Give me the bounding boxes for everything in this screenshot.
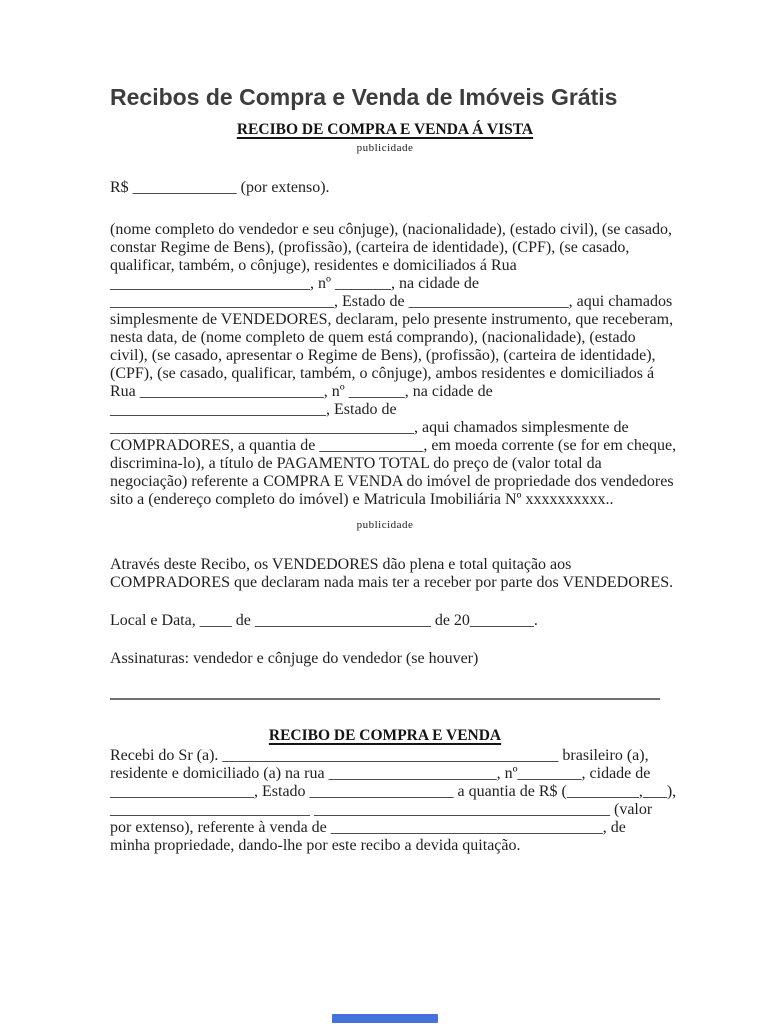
body-line: residente e domiciliado (a) na rua _____________________, nº________, cidade de [110, 765, 651, 782]
body-line: discrimina-lo), a título de PAGAMENTO TOTAL do preço de (valor total da [110, 455, 602, 472]
body-line: Recebi do Sr (a). __________________________________________ brasileiro (a), [110, 747, 649, 764]
body-line: minha propriedade, dando-lhe por este recibo a devida quitação. [110, 837, 521, 854]
body-line: _________________________ _____________________________________ (valor [110, 801, 653, 818]
body-line: civil), (se casado, apresentar o Regime de Bens), (profissão), (carteira de identidade), [110, 347, 656, 364]
vendedores-paragraph [110, 221, 677, 509]
body-line: Rua _______________________, nº _______, na cidade de [110, 383, 493, 400]
body-line: qualificar, também, o cônjuge), residentes e domiciliados á Rua [110, 257, 517, 274]
recebi-paragraph [110, 747, 677, 855]
body-line: ___________________________, Estado de [110, 401, 397, 418]
body-line: Através deste Recibo, os VENDEDORES dão plena e total quitação aos [110, 556, 572, 573]
section1-heading: RECIBO DE COMPRA E VENDA Á VISTA [236, 121, 534, 138]
section-divider [110, 698, 660, 700]
body-line: COMPRADORES, a quantia de _____________, em moeda corrente (se for em cheque, [110, 437, 677, 454]
body-line: ______________________________________, aqui chamados simplesmente de [110, 419, 629, 436]
body-line: simplesmente de VENDEDORES, declaram, pelo presente instrumento, que receberam, [110, 311, 674, 328]
date-line: Local e Data, ____ de ______________________ de 20________. [110, 612, 538, 629]
body-line: _________________________, nº _______, na cidade de [110, 275, 479, 292]
page-title: Recibos de Compra e Venda de Imóveis Grátis [110, 84, 618, 110]
body-line: sito a (endereço completo do imóvel) e Matricula Imobiliária Nº xxxxxxxxxx.. [110, 491, 614, 508]
publicidade-label: publicidade [356, 519, 414, 531]
amount-line: R$ _____________ (por extenso). [110, 179, 330, 196]
body-line: __________________, Estado __________________ a quantia de R$ (_________,___), [110, 783, 677, 800]
body-line: nesta data, de (nome completo de quem está comprando), (nacionalidade), (estado [110, 329, 636, 346]
signature-line: Assinaturas: vendedor e cônjuge do vendedor (se houver) [110, 650, 479, 667]
page-loading-bar [332, 1014, 438, 1023]
body-line: (CPF), (se casado, qualificar, também, o cônjuge), ambos residentes e domiciliados á [110, 365, 655, 382]
quitacao-paragraph [110, 556, 674, 592]
body-line: (nome completo do vendedor e seu cônjuge), (nacionalidade), (estado civil), (se casado, [110, 221, 673, 238]
section2-heading: RECIBO DE COMPRA E VENDA [268, 727, 502, 744]
body-line: ____________________________, Estado de ____________________, aqui chamados [110, 293, 673, 310]
body-line: COMPRADORES que declaram nada mais ter a receber por parte dos VENDEDORES. [110, 574, 674, 591]
body-line: negociação) referente a COMPRA E VENDA do imóvel de propriedade dos vendedores [110, 473, 674, 490]
publicidade-label: publicidade [356, 142, 414, 154]
body-line: constar Regime de Bens), (profissão), (carteira de identidade), (CPF), (se casado, [110, 239, 630, 256]
body-line: por extenso), referente à venda de __________________________________, de [110, 819, 626, 836]
